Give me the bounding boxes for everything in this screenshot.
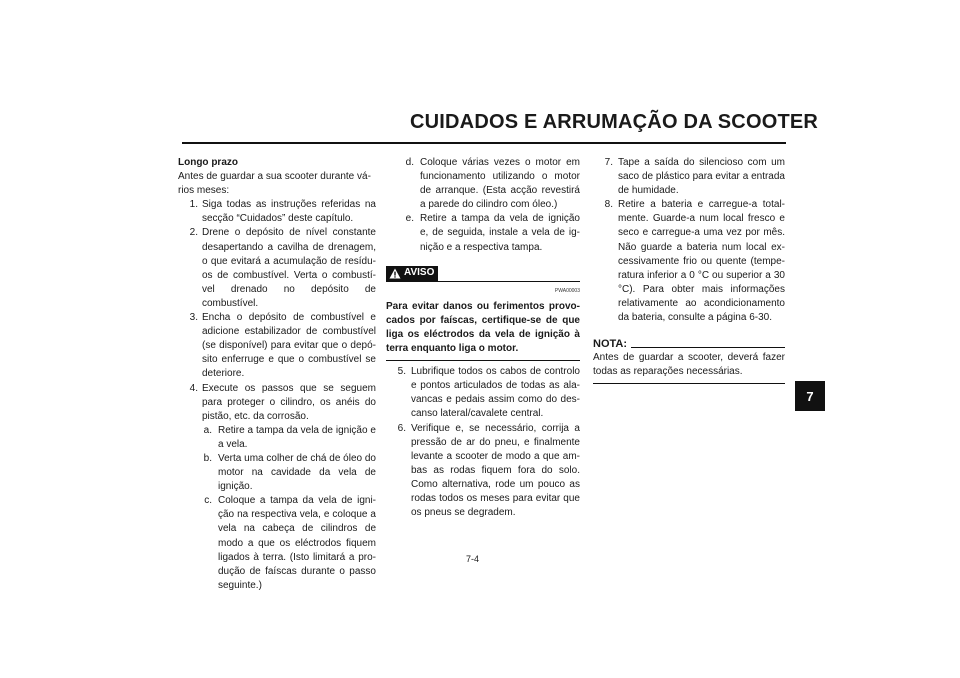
list-item (178, 198, 376, 226)
note-text: Antes de guardar a scooter, deverá fazer todas as reparações necessárias. (593, 351, 785, 384)
list-item-number: 6. (397, 422, 406, 434)
sub-list-item (178, 494, 376, 593)
list-item-text: Siga todas as instruções referidas na secção “Cuidados” deste capítulo. (202, 199, 376, 225)
sub-list-item-text: Verta uma colher de chá de óleo do motor na cavidade da vela de ignição. (218, 452, 376, 493)
note-label: NOTA: (593, 338, 628, 351)
warning-label: AVISO (404, 267, 435, 279)
chapter-title: CUIDADOS E ARRUMAÇÃO DA SCOOTER (410, 111, 819, 133)
title-rule (182, 142, 786, 144)
list-item-number: 5. (397, 366, 406, 378)
section-heading: Longo prazo (178, 157, 238, 168)
list-item-text: Execute os passos que se seguem para proteger o cilindro, os anéis do pistão, etc. da corrosão. (202, 382, 376, 422)
sub-list-item-letter: b. (203, 452, 212, 464)
list-item (593, 198, 785, 325)
list-item-number: 4. (189, 382, 198, 394)
list-item-text: Lubrifique todos os cabos de controlo e pontos articulados de todas as ala-vancas e pedais assim como do des-canso lateral/cavalete central. (411, 366, 580, 420)
list-item-text: Drene o depósito de nível constante desapertando a cavilha de drenagem, o que evitará a acumulação de resídu-os de combustível. Verta o combustí-vel drenado no depósito de combustível. (202, 227, 376, 309)
warning-text: Para evitar danos ou ferimentos provo-cados por faíscas, certifique-se de que liga os eléctrodos da vela de ignição à terra enquanto liga o motor. (386, 300, 580, 361)
list-item (593, 156, 785, 198)
list-item-number: 2. (189, 227, 198, 239)
column-1 (178, 156, 376, 593)
list-item (178, 382, 376, 424)
note-rule (631, 347, 785, 348)
warning-header (386, 263, 580, 282)
list-item-number: 3. (189, 312, 198, 324)
sub-list-item-letter: e. (405, 213, 414, 225)
sub-list-item-text: Coloque várias vezes o motor em funcionamento utilizando o motor de arranque. (Esta acção revestirá a parede do cilindro com óleo.) (420, 157, 580, 211)
list-item-number: 8. (604, 199, 613, 211)
column-2 (386, 156, 580, 520)
sub-list-item (380, 212, 580, 254)
warning-code: PWA00003 (554, 287, 580, 294)
intro-text: Antes de guardar a sua scooter durante vá-rios meses: (178, 171, 371, 197)
list-item (178, 311, 376, 381)
note-header (593, 337, 785, 351)
list-item (386, 365, 580, 421)
list-item-number: 7. (604, 157, 613, 168)
sub-list-item (178, 452, 376, 494)
list-item (178, 226, 376, 311)
chapter-side-tab: 7 (795, 381, 825, 411)
list-item (386, 422, 580, 521)
list-item-text: Encha o depósito de combustível e adicione estabilizador de combustível (se disponível) para evitar que o depó-sito enferruge e que o combustível se deteriore. (202, 312, 376, 380)
warning-triangle-icon (389, 268, 401, 279)
sub-list-item-letter: a. (203, 424, 212, 436)
list-item-text: Retire a bateria e carregue-a total-mente. Guarde-a num local fresco e seco e carregue-a uma vez por mês. Não guarde a bateria num local ex-cessivamente frio ou quente (tempe-ratura inferior a 0 °C ou superior a 30 °C). Para obter mais informações relativamente ao acondicionamento da bateria, consulte a página 6-30. (618, 199, 785, 324)
sub-list-item (178, 424, 376, 452)
sub-list-item-text: Coloque a tampa da vela de igni-ção na respectiva vela, e coloque a vela na cabeça de cilindros de modo a que os eléctrodos fiquem ligados à terra. (Isto limitará a pro-dução de faíscas durante o passo seguinte.) (218, 495, 376, 591)
sub-list-item (380, 156, 580, 212)
list-item-text: Verifique e, se necessário, corrija a pressão de ar do pneu, e finalmente levante a scooter de modo a que am-bas as rodas fiquem fora do solo. Como alternativa, rode um pouco as rodas todos os meses para evitar que os pneus se degradem. (411, 422, 580, 519)
sub-list-item-letter: d. (405, 157, 414, 168)
warning-badge (386, 266, 438, 281)
list-item-text: Tape a saída do silencioso com um saco de plástico para evitar a entrada de humidade. (618, 157, 785, 197)
page-number: 7-4 (466, 554, 480, 564)
sub-list-item-letter: c. (204, 495, 212, 507)
list-item-number: 1. (189, 199, 198, 211)
sub-list-item-text: Retire a tampa da vela de ignição e, de seguida, instale a vela de ig-nição e a respectiva tampa. (420, 213, 580, 253)
sub-list-item-text: Retire a tampa da vela de ignição e a vela. (218, 424, 376, 450)
column-3 (593, 156, 785, 384)
